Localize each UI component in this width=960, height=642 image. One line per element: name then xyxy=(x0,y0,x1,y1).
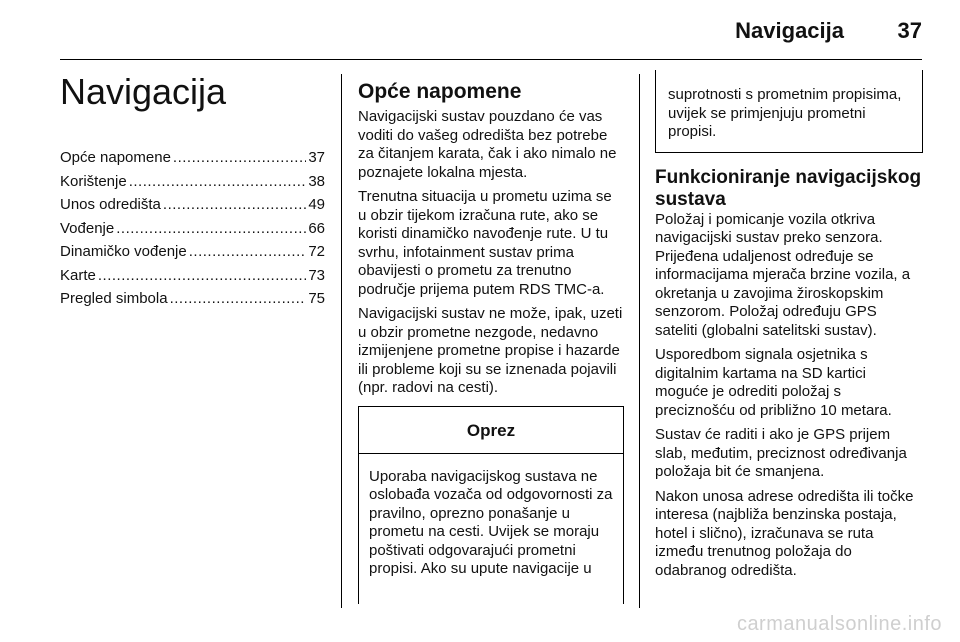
chapter-title: Navigacija xyxy=(60,71,227,112)
toc-label: Opće napomene xyxy=(60,149,171,166)
toc-entry[interactable] xyxy=(60,287,325,311)
column-function xyxy=(655,72,923,586)
warning-box xyxy=(358,406,624,604)
toc-page: 66 xyxy=(308,219,325,237)
page-number: 37 xyxy=(897,18,922,43)
warning-heading: Oprez xyxy=(359,407,623,454)
toc-leader xyxy=(173,146,306,170)
paragraph: Trenutna situacija u prometu uzima se u obzir tijekom izračuna rute, ako se koristi dinamičko navođenje rute. U tu svrhu, infotainment sustav prima obavijesti o prometu za trenutno područje prijema putem RDS TMC-a. xyxy=(358,188,612,298)
paragraph: Sustav će raditi i ako je GPS prijem slab, međutim, preciznost određivanja položaja bit će smanjena. xyxy=(655,426,907,480)
toc-page: 38 xyxy=(308,172,325,190)
toc-entry[interactable] xyxy=(60,170,325,194)
watermark: carmanualsonline.info xyxy=(736,613,942,635)
toc-leader xyxy=(129,170,307,194)
toc-label: Korištenje xyxy=(60,172,127,190)
toc-page: 73 xyxy=(308,266,325,284)
column-general xyxy=(358,80,624,604)
toc-page: 72 xyxy=(308,243,325,260)
toc-page: 75 xyxy=(308,290,325,307)
toc-page: 49 xyxy=(308,196,325,213)
toc-leader xyxy=(163,193,306,217)
paragraph: Navigacijski sustav ne može, ipak, uzeti u obzir prometne nezgode, nedavno izmijenjene prometne propise i hazarde ili probleme koji su se iznenada pojavili (npr. radovi na cesti). xyxy=(358,305,623,396)
paragraph: Usporedbom signala osjetnika s digitalnim kartama na SD kartici moguće je odrediti položaj s preciznošću od približno 10 metara. xyxy=(655,346,892,419)
toc-label: Unos odredišta xyxy=(60,196,161,213)
toc-label: Dinamičko vođenje xyxy=(60,243,187,260)
warning-continuation-text: suprotnosti s prometnim propisima, uvijek se primjenjuju prometni propisi. xyxy=(668,86,902,140)
toc-leader xyxy=(116,217,306,241)
header-rule xyxy=(60,59,922,60)
section-title-function: Funkcioniranje navigacijskog sustava xyxy=(655,166,922,210)
toc-label: Vođenje xyxy=(60,219,115,237)
toc-entry[interactable] xyxy=(60,146,325,170)
toc-leader xyxy=(98,264,306,288)
toc-entry[interactable] xyxy=(60,264,325,288)
paragraph: Položaj i pomicanje vozila otkriva navigacijski sustav preko senzora. Prijeđena udaljenost određuje se informacijama mjerača brzine vozila, a okretanja u zavojima žiroskopskim senzorom. Položaj određuju GPS sateliti (globalni satelitski sustav). xyxy=(655,210,911,339)
column-divider-right xyxy=(639,74,640,608)
column-divider-left xyxy=(341,74,342,608)
header-title: Navigacija xyxy=(735,18,844,43)
toc-label: Karte xyxy=(60,266,96,284)
toc-entry[interactable] xyxy=(60,240,325,264)
toc-leader xyxy=(189,240,307,264)
column-toc xyxy=(60,72,325,311)
table-of-contents xyxy=(60,146,325,311)
warning-text: Uporaba navigacijskog sustava ne oslobađa vozača od odgovornosti za pravilno, oprezno ponašanje u prometu na cesti. Uvijek se moraju poštivati odgovarajući prometni propisi. Ako su upute navigacije u xyxy=(369,467,613,577)
toc-leader xyxy=(170,287,307,311)
toc-entry[interactable] xyxy=(60,217,325,241)
section-title-general: Opće napomene xyxy=(358,80,522,103)
toc-entry[interactable] xyxy=(60,193,325,217)
warning-continuation-box xyxy=(655,70,923,153)
paragraph: Nakon unosa adrese odredišta ili točke interesa (najbliža benzinska postaja, hotel i slično), izračunava se ruta između trenutnog položaja do odabranog odredišta. xyxy=(655,487,914,579)
paragraph: Navigacijski sustav pouzdano će vas voditi do vašeg odredišta bez potrebe za čitanjem karata, čak i ako nimalo ne poznajete lokalna mjesta. xyxy=(358,108,617,181)
page-header xyxy=(0,0,960,60)
toc-label: Pregled simbola xyxy=(60,290,168,307)
toc-page: 37 xyxy=(308,149,325,166)
